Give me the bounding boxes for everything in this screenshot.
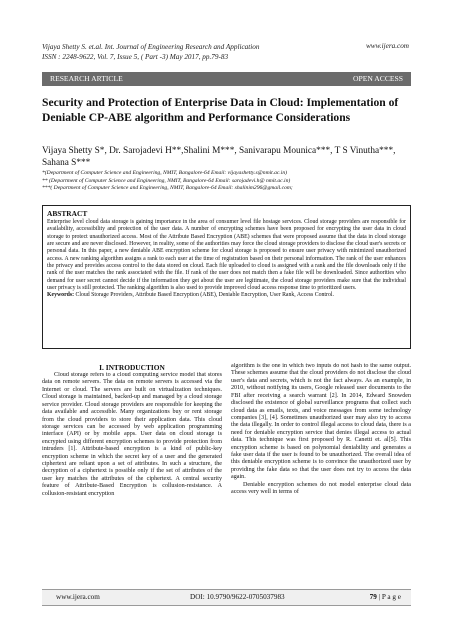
keywords-line bbox=[47, 292, 406, 299]
affiliation-1: *(Department of Computer Science and Engineering, NMIT, Bangalore-64 Email: vijayashetty.s@nmit.ac.in) bbox=[42, 170, 288, 176]
header-website-link[interactable]: www.ijera.com bbox=[366, 42, 409, 50]
research-article-label: RESEARCH ARTICLE bbox=[50, 74, 123, 83]
author-list: Vijaya Shetty S*, Dr. Sarojadevi H**,Shalini M***, Sanivarapu Mounica***, T S Vinutha***, Sahana S*** bbox=[42, 146, 396, 168]
page-footer bbox=[42, 589, 411, 606]
footer-website-link[interactable]: www.ijera.com bbox=[56, 593, 100, 601]
body-column-left bbox=[42, 372, 222, 584]
abstract-heading: ABSTRACT bbox=[47, 209, 88, 218]
abstract-box bbox=[42, 205, 411, 349]
footer-page-number bbox=[370, 590, 401, 605]
paper-title: Security and Protection of Enterprise Data in Cloud: Implementation of Deniable CP-ABE algorithm and Performance Considerations bbox=[42, 96, 399, 124]
affiliation-2: ** (Department of Computer Science and Engineering, NMIT, Bangalore-64 Email: sarojadevi.h@ nmit.ac.in) bbox=[42, 177, 291, 184]
intro-paragraph-2: Deniable encryption schemes do not model enterprise cloud data access very well in terms of bbox=[231, 481, 411, 496]
article-type-band bbox=[42, 72, 411, 86]
open-access-label: OPEN ACCESS bbox=[352, 74, 403, 83]
journal-line: Vijaya Shetty S. et.al. Int. Journal of Engineering Research and Application bbox=[42, 43, 260, 51]
footer-doi: DOI: 10.9790/9622-0705037983 bbox=[190, 593, 285, 601]
keywords-label: Keywords: bbox=[47, 292, 75, 299]
intro-paragraph-continued: algorithm is the one in which two inputs do not hash to the same output. These schemes assume that the cloud providers do not disclose the cloud user's data and secrets, which is not the fact always. As an example, in 2010, without notifying its users, Google released user documents to the FBI after receiving a search warrant [2]. In 2014, Edward Snowden disclosed the existence of global surveillance programs that collect such cloud data as emails, texts, and voice messages from some technology companies [3], [4]. Sometimes unauthorized user may also try to access the data illegally. In order to control illegal access to cloud data, there is a need for deniable encryption service that denies illegal access to actual data. This technique was first proposed by R. Canetti et. al[5]. This encryption scheme is based on polynomial deniability and generates a fake user data if the user is found to be unauthorized. The overall idea of this deniable encryption scheme is to convince the unauthorized user by providing the fake data so that the user does not try to access the data again. bbox=[231, 363, 411, 481]
affiliation-3: ***( Department of Computer Science and Engineering, NMIT, Bangalore-64 Email: shalinim296@gmail.com; bbox=[42, 185, 293, 192]
running-header bbox=[42, 42, 342, 62]
body-column-right bbox=[231, 363, 411, 584]
issn-line: ISSN : 2248-9622, Vol. 7, Issue 5, ( Part -3) May 2017, pp.79-83 bbox=[42, 53, 229, 61]
page-label: | P a g e bbox=[376, 593, 401, 601]
page-number: 79 bbox=[369, 593, 377, 601]
keywords-text: Cloud Storage Providers, Attribute Based Encryption (ABE), Deniable Encryption, User Rank, Access Control. bbox=[75, 292, 334, 299]
section-heading-introduction: I. INTRODUCTION bbox=[99, 363, 165, 372]
affiliations bbox=[42, 170, 414, 193]
intro-paragraph-1: Cloud storage refers to a cloud computing service model that stores data on remote servers. The data on remote servers is accessed via the Internet or cloud. The servers are built on virtualization techniques. Cloud storage is maintained, backed-up and managed by a cloud storage service provider. Cloud storage providers are responsible for keeping the data available and accessible. Many organizations buy or rent storage from the cloud providers to store their application data. This cloud storage services can be accessed by web application programming interface (API) or by mobile apps. User data on cloud storage is encrypted using different encryption schemes to provide protection from intruders [1]. Attribute-based encryption is a kind of public-key encryption scheme in which the secret key of a user and the generated ciphertext are reliant upon a set of attributes. In such a structure, the decryption of a ciphertext is possible only if the set of attributes of the user key matches the attributes of the ciphertext. A central security feature of Attribute-Based Encryption is collusion-resistance. A collusion-resistant encryption bbox=[42, 372, 222, 497]
abstract-text: Enterprise level cloud data storage is gaining importance in the area of consumer level file hostage services. Cloud storage providers are responsible for availability, accessibility and protection of the user data. A number of encrypting schemes have been proposed for encrypting the user data in cloud storage to protect unauthorized access. Most of the Attribute Based Encryption (ABE) schemes that were proposed assume that the data in cloud storage are secure and are never disclosed. However, in reality, some of the authorities may force the cloud storage providers to disclose the cloud user's secrets or personal data. In this paper, a new deniable ABE encryption scheme for cloud storage is proposed to ensure user privacy with minimized unauthorized access. A new ranking algorithm assigns a rank to each user at the time of registration based on their personal information. The rank of the user enhances the privacy and provides access control to the data stored on cloud. Each file uploaded to cloud is assigned with a rank and the file downloads only if the rank of the user matches the rank associated with the file. If rank of the user does not match then a fake file will be downloaded. Since authorities who demand for user secret cannot decide if the information they get about the user are legitimate, the cloud storage providers make sure that the individual user privacy is still protected. The ranking algorithm is also used to provide improved cloud access response time to prioritized users. bbox=[47, 219, 406, 292]
